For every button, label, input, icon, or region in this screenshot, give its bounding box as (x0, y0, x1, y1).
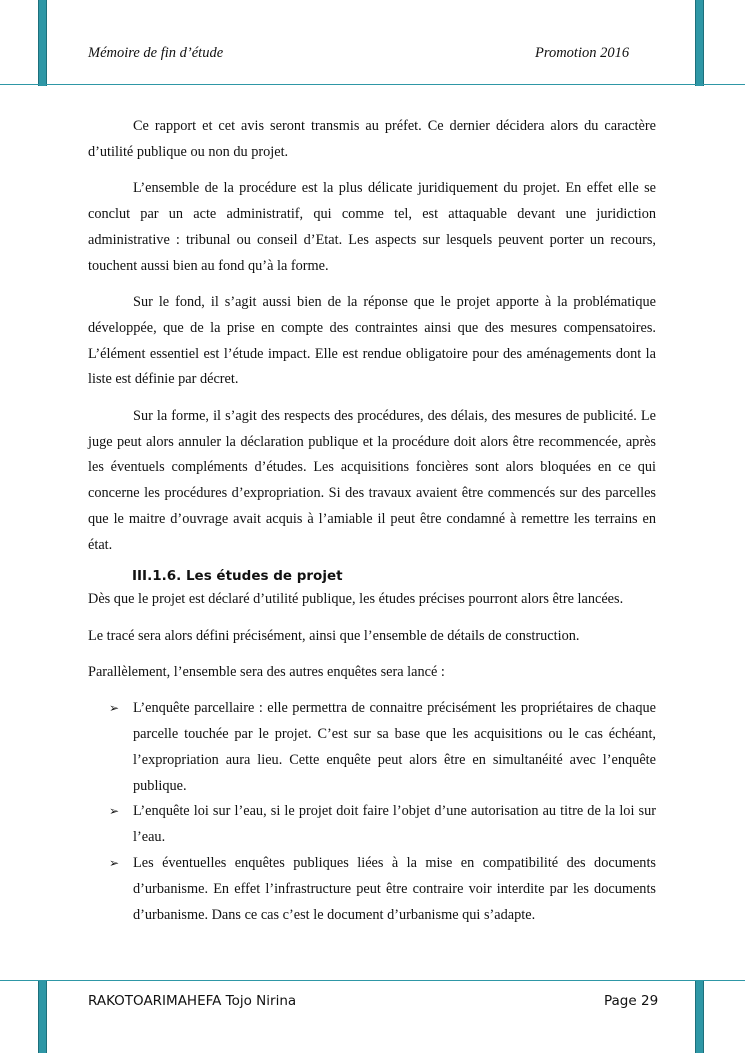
footer-left-bar (38, 981, 47, 1053)
list-item (88, 799, 656, 851)
list-item-text: L’enquête loi sur l’eau, si le projet doit faire l’objet d’une autorisation au titre de la loi sur l’eau. (133, 803, 656, 846)
header-rule (0, 84, 745, 85)
header-title: Mémoire de fin d’étude (88, 45, 224, 61)
paragraph: Sur la forme, il s’agit des respects des procédures, des délais, des mesures de publicité. Le juge peut alors annuler la déclaration publique et la procédure doit alors être recommencée, après les éventuels compléments d’études. Les acquisitions foncières sont alors bloquées en ce qui concerne les procédures d’expropriation. Si des travaux avaient être commencés sur des parcelles que le maitre d’ouvrage avait acquis à l’amiable il peut être condamné à remettre les terrains en état. (88, 407, 656, 553)
paragraph: Le tracé sera alors défini précisément, ainsi que l’ensemble de détails de construction. (88, 627, 580, 644)
footer-author: RAKOTOARIMAHEFA Tojo Nirina (88, 993, 297, 1009)
arrow-bullet-icon: ➢ (109, 856, 120, 871)
footer-right-bar (695, 981, 704, 1053)
paragraph: L’ensemble de la procédure est la plus délicate juridiquement du projet. En effet elle se conclut par un acte administratif, qui comme tel, est attaquable devant une juridiction administrative : tribunal ou conseil d’Etat. Les aspects sur lesquels peuvent porter un recours, touchent aussi bien au fond qu’à la forme. (88, 180, 656, 274)
footer-rule (0, 980, 745, 981)
list-item-text: L’enquête parcellaire : elle permettra de connaitre précisément les propriétaires de chaque parcelle touchée par le projet. C’est sur sa base que les acquisitions ou le cas échéant, l’expropriation aura lieu. Cette enquête peut alors être en simultanéité avec l’enquête publique. (133, 700, 656, 794)
section-heading: III.1.6. Les études de projet (132, 568, 343, 585)
paragraph: Parallèlement, l’ensemble sera des autres enquêtes sera lancé : (88, 663, 445, 680)
header-left-bar (38, 0, 47, 86)
arrow-bullet-icon: ➢ (109, 701, 120, 716)
list-item (88, 696, 656, 799)
page-body (88, 114, 656, 928)
bullet-list (88, 696, 656, 928)
header-right-bar (695, 0, 704, 86)
header-promotion: Promotion 2016 (535, 45, 630, 61)
arrow-bullet-icon: ➢ (109, 804, 120, 819)
page-number: Page 29 (604, 993, 659, 1009)
list-item (88, 851, 656, 928)
paragraph: Ce rapport et cet avis seront transmis au préfet. Ce dernier décidera alors du caractère d’utilité publique ou non du projet. (88, 118, 656, 160)
paragraph: Dès que le projet est déclaré d’utilité publique, les études précises pourront alors être lancées. (88, 591, 624, 608)
paragraph: Sur le fond, il s’agit aussi bien de la réponse que le projet apporte à la problématique développée, que de la prise en compte des contraintes ainsi que des mesures compensatoires. L’élément essentiel est l’étude impact. Elle est rendue obligatoire pour des aménagements dont la liste est définie par décret. (88, 293, 656, 388)
list-item-text: Les éventuelles enquêtes publiques liées à la mise en compatibilité des documents d’urbanisme. En effet l’infrastructure peut être contraire voir interdite par les documents d’urbanisme. Dans ce cas c’est le document d’urbanisme qui s’adapte. (133, 855, 656, 923)
